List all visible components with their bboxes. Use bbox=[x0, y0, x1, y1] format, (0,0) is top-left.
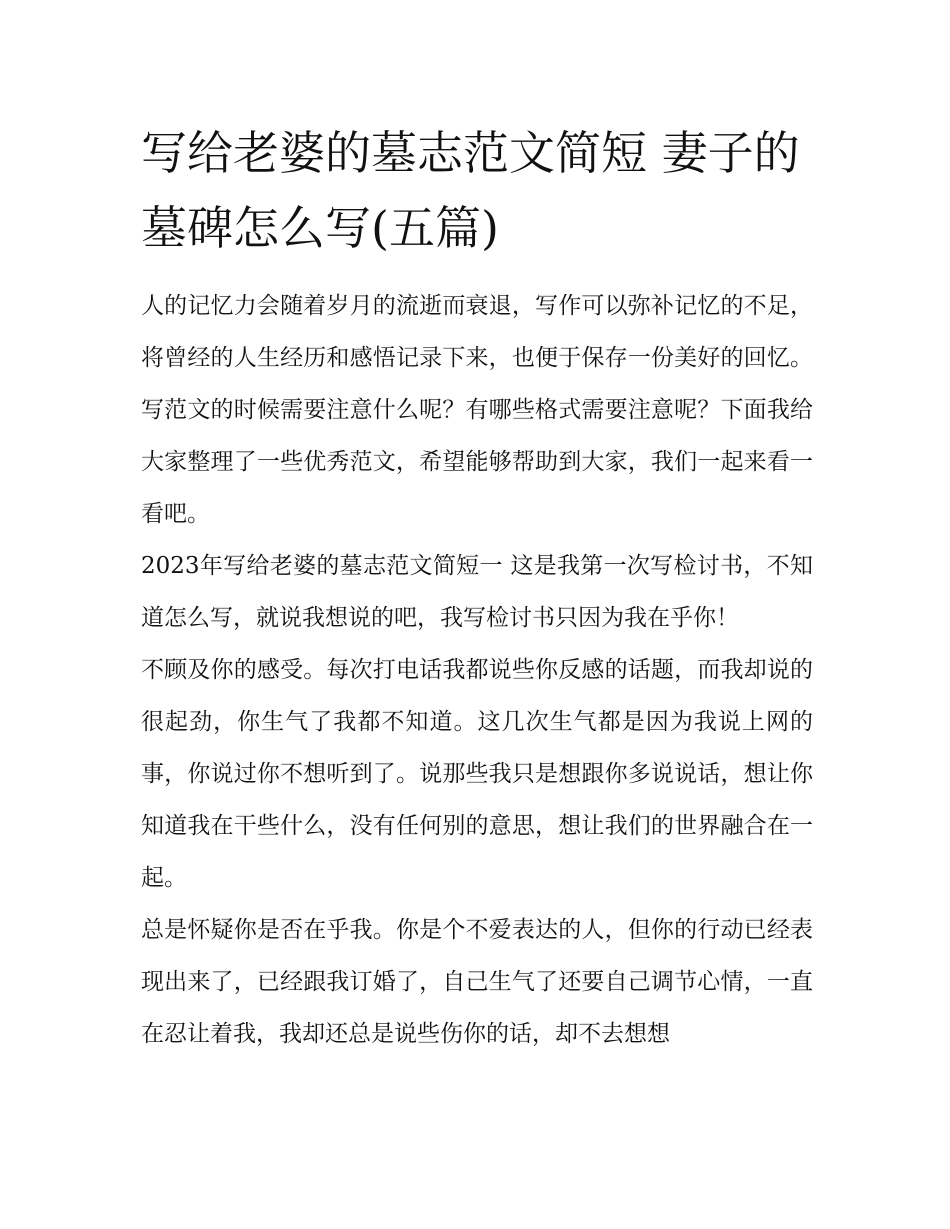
sample-one-paragraph: 2023年写给老婆的墓志范文简短一 这是我第一次写检讨书，不知道怎么写，就说我想说的吧，我写检讨书只因为我在乎你！ bbox=[141, 553, 813, 631]
intro-paragraph: 人的记忆力会随着岁月的流逝而衰退，写作可以弥补记忆的不足，将曾经的人生经历和感悟记录下来，也便于保存一份美好的回忆。写范文的时候需要注意什么呢？有哪些格式需要注意呢？下面我给大家整理了一些优秀范文，希望能够帮助到大家，我们一起来看一看吧。 bbox=[141, 293, 813, 527]
document-body bbox=[141, 280, 813, 1060]
body-paragraph: 不顾及你的感受。每次打电话我都说些你反感的话题，而我却说的很起劲，你生气了我都不知道。这几次生气都是因为我说上网的事，你说过你不想听到了。说那些我只是想跟你多说说话，想让你知道我在干些什么，没有任何别的意思，想让我们的世界融合在一起。 bbox=[141, 657, 813, 891]
document-title: 写给老婆的墓志范文简短 妻子的墓碑怎么写(五篇) bbox=[141, 126, 800, 255]
body-paragraph: 总是怀疑你是否在乎我。你是个不爱表达的人，但你的行动已经表现出来了，已经跟我订婚了，自己生气了还要自己调节心情，一直在忍让着我，我却还总是说些伤你的话，却不去想想 bbox=[141, 917, 813, 1047]
